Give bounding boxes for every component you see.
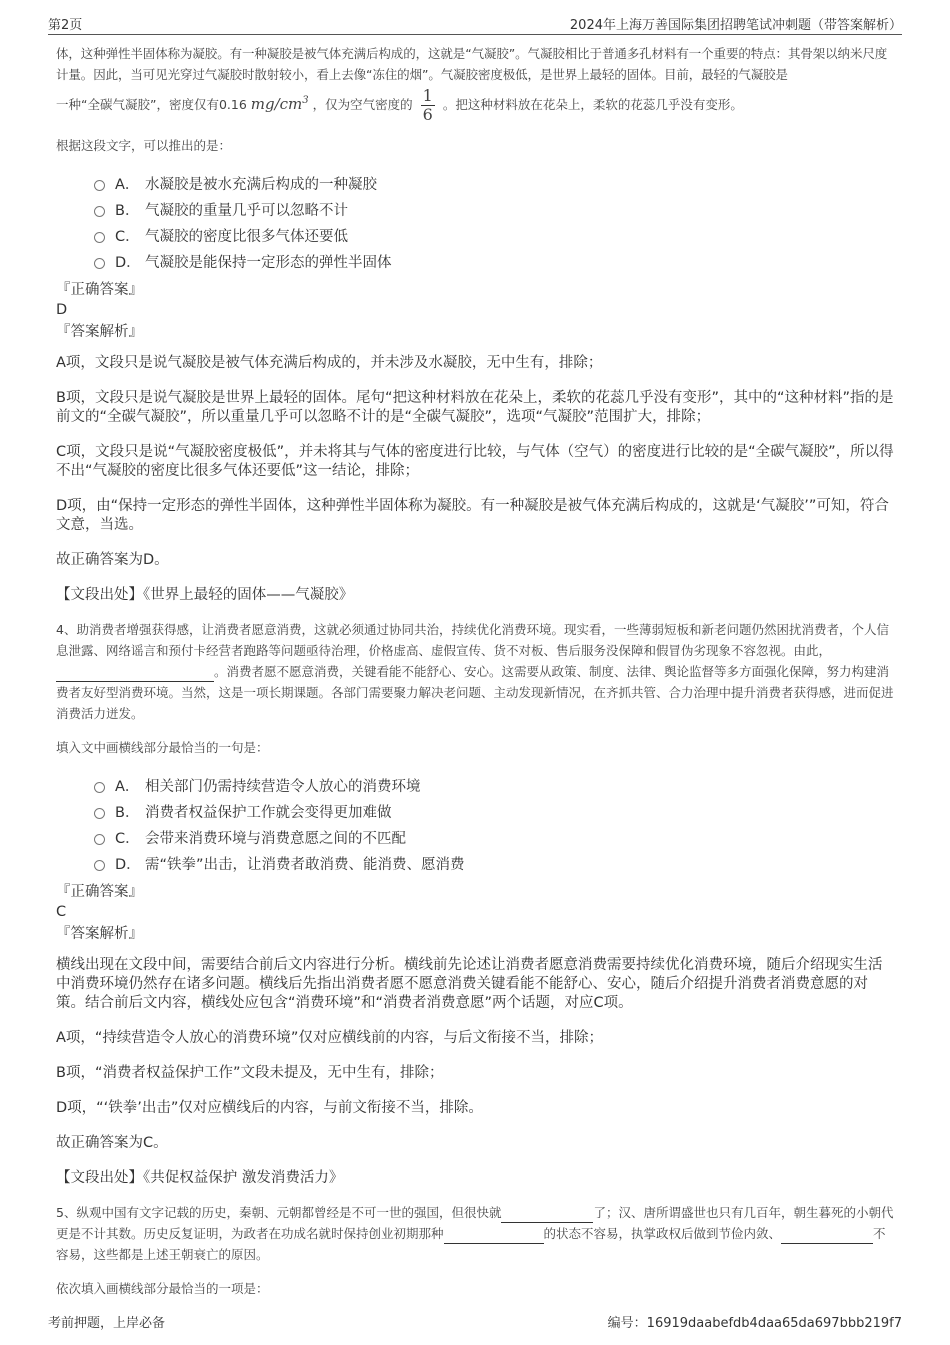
radio-icon[interactable] <box>94 232 105 243</box>
q3-analysis-conclusion: 故正确答案为D。 <box>56 552 169 568</box>
q4-passage <box>56 619 896 724</box>
radio-icon[interactable] <box>94 782 105 793</box>
radio-icon[interactable] <box>94 834 105 845</box>
q4-analysis-d: D项，“‘铁拳’出击”仅对应横线后的内容，与前文衔接不当，排除。 <box>56 1100 483 1116</box>
q4-analysis-conclusion: 故正确答案为C。 <box>56 1135 168 1151</box>
q3-passage-line-math <box>56 87 896 124</box>
q4-option-a[interactable]: A． 相关部门仍需持续营造令人放心的消费环境 <box>94 772 896 798</box>
fraction-one-sixth: $\frac{1}{6}$ <box>422 86 433 124</box>
q5-blank-2[interactable] <box>444 1229 544 1244</box>
q3-source: 【文段出处】《世界上最轻的固体——气凝胶》 <box>56 587 354 603</box>
q4-question: 填入文中画横线部分最恰当的一句是： <box>56 740 269 755</box>
radio-icon[interactable] <box>94 860 105 871</box>
radio-icon[interactable] <box>94 180 105 191</box>
q3-question: 根据这段文字，可以推出的是： <box>56 138 232 153</box>
q3-options <box>94 170 896 274</box>
density-unit: $mg/cm^3$ <box>250 95 309 113</box>
q5-seg-1: 5、纵观中国有文字记载的历史，秦朝、元朝都曾经是不可一世的强国，但很快就 <box>56 1205 502 1220</box>
q3-analysis-c: C项，文段只是说“气凝胶密度极低”，并未将其与气体的密度进行比较，与气体（空气）的密度进行比较的是“全碳气凝胶”，所以得不出“气凝胶的密度比很多气体还要低”这一结论，排除； <box>56 444 894 479</box>
q4-answer-heading: 『正确答案』 <box>56 884 143 900</box>
q4-analysis-heading: 『答案解析』 <box>56 926 143 942</box>
q5-passage <box>56 1202 896 1265</box>
q4-option-b[interactable]: B． 消费者权益保护工作就会变得更加难做 <box>94 798 896 824</box>
document-title: 2024年上海万善国际集团招聘笔试冲刺题（带答案解析） <box>569 18 902 33</box>
q3-analysis-b: B项，文段只是说气凝胶是世界上最轻的固体。尾句“把这种材料放在花朵上，柔软的花蕊几乎没有变形”，其中的“这种材料”指的是前文的“全碳气凝胶”，所以重量几乎可以忽略不计的是“全碳气凝胶”，选项“气凝胶”范围扩大，排除； <box>56 390 894 425</box>
document-id: 编号：16919daabefdb4daa65da697bbb219f7 <box>607 1316 902 1331</box>
q3-option-a[interactable]: A． 水凝胶是被水充满后构成的一种凝胶 <box>94 170 896 196</box>
q3-passage <box>56 43 896 85</box>
q3-passage-text-2c: 。把这种材料放在花朵上，柔软的花蕊几乎没有变形。 <box>442 97 743 112</box>
q4-analysis-main: 横线出现在文段中间，需要结合前后文内容进行分析。横线前先论述让消费者愿意消费需要持续优化消费环境，随后介绍现实生活中消费环境仍然存在诸多问题。横线后先指出消费者愿不愿意消费关键看能不能舒心、安心，随后介绍提升消费者消费意愿的对策。结合前后文内容，横线处应包含“消费环境”和“消费者消费意愿”两个话题，对应C项。 <box>56 957 883 1011</box>
radio-icon[interactable] <box>94 206 105 217</box>
q3-analysis-heading: 『答案解析』 <box>56 324 143 340</box>
q3-passage-text-1: 体，这种弹性半固体称为凝胶。有一种凝胶是被气体充满后构成的，这就是“气凝胶”。气凝胶相比于普通多孔材料有一个重要的特点：其骨架以纳米尺度计量。因此，当可见光穿过气凝胶时散射较小，看上去像“冻住的烟”。气凝胶密度极低，是世界上最轻的固体。目前，最轻的气凝胶是 <box>56 46 888 82</box>
q3-option-c[interactable]: C． 气凝胶的密度比很多气体还要低 <box>94 222 896 248</box>
q3-analysis-a: A项，文段只是说气凝胶是被气体充满后构成的，并未涉及水凝胶，无中生有，排除； <box>56 355 603 371</box>
q3-option-d[interactable]: D． 气凝胶是能保持一定形态的弹性半固体 <box>94 248 896 274</box>
q3-passage-text-2a: 一种“全碳气凝胶”，密度仅有0.16 <box>56 97 247 112</box>
q4-analysis-b: B项，“消费者权益保护工作”文段未提及，无中生有，排除； <box>56 1065 444 1081</box>
q4-option-c[interactable]: C． 会带来消费环境与消费意愿之间的不匹配 <box>94 824 896 850</box>
main-content <box>56 43 896 1299</box>
footer-slogan: 考前押题，上岸必备 <box>48 1316 166 1331</box>
q3-passage-text-2b: ，仅为空气密度的 <box>312 97 413 112</box>
q3-analysis-d: D项，由“保持一定形态的弹性半固体，这种弹性半固体称为凝胶。有一种凝胶是被气体充满后构成的，这就是‘气凝胶’”可知，符合文意，当选。 <box>56 498 889 533</box>
q4-passage-text-a: 4、助消费者增强获得感，让消费者愿意消费，这就必须通过协同共治，持续优化消费环境。现实看，一些薄弱短板和新老问题仍然困扰消费者，个人信息泄露、网络谣言和预付卡经营者跑路等问题亟待治理，价格虚高、虚假宣传、货不对板、售后服务没保障和假冒伪劣现象不容忽视。由此， <box>56 622 889 658</box>
page-number: 第2页 <box>48 18 83 33</box>
q4-blank[interactable] <box>56 667 214 682</box>
q5-question: 依次填入画横线部分最恰当的一项是： <box>56 1281 269 1296</box>
radio-icon[interactable] <box>94 808 105 819</box>
q3-answer-value: D <box>56 302 68 318</box>
q5-seg-4: 不容易，这些都是上述王朝衰亡的原因。 <box>56 1226 886 1262</box>
q5-blank-3[interactable] <box>781 1229 873 1244</box>
q5-seg-3: 的状态不容易，执掌政权后做到节俭内敛、 <box>543 1226 782 1241</box>
q4-source: 【文段出处】《共促权益保护 激发消费活力》 <box>56 1170 344 1186</box>
q5-blank-1[interactable] <box>501 1208 593 1223</box>
q3-option-b[interactable]: B． 气凝胶的重量几乎可以忽略不计 <box>94 196 896 222</box>
radio-icon[interactable] <box>94 258 105 269</box>
q4-answer-value: C <box>56 904 67 920</box>
page-header <box>48 12 902 35</box>
q4-passage-text-b: 。消费者愿不愿意消费，关键看能不能舒心、安心。这需要从政策、制度、法律、舆论监督等多方面强化保障，努力构建消费者友好型消费环境。当然，这是一项长期课题。各部门需要聚力解决老问题、主动发现新情况，在齐抓共管、合力治理中提升消费者获得感，进而促进消费活力迸发。 <box>56 664 894 721</box>
q4-analysis-a: A项，“持续营造令人放心的消费环境”仅对应横线前的内容，与后文衔接不当，排除； <box>56 1030 603 1046</box>
q4-options <box>94 772 896 876</box>
q3-answer-heading: 『正确答案』 <box>56 282 143 298</box>
q5-seg-2: 了；汉、唐所谓盛世也只有几百年，朝生暮死的小朝代更是不计其数。历史反复证明，为政者在功成名就时保持创业初期那种 <box>56 1205 894 1241</box>
q4-option-d[interactable]: D． 需“铁拳”出击，让消费者敢消费、能消费、愿消费 <box>94 850 896 876</box>
